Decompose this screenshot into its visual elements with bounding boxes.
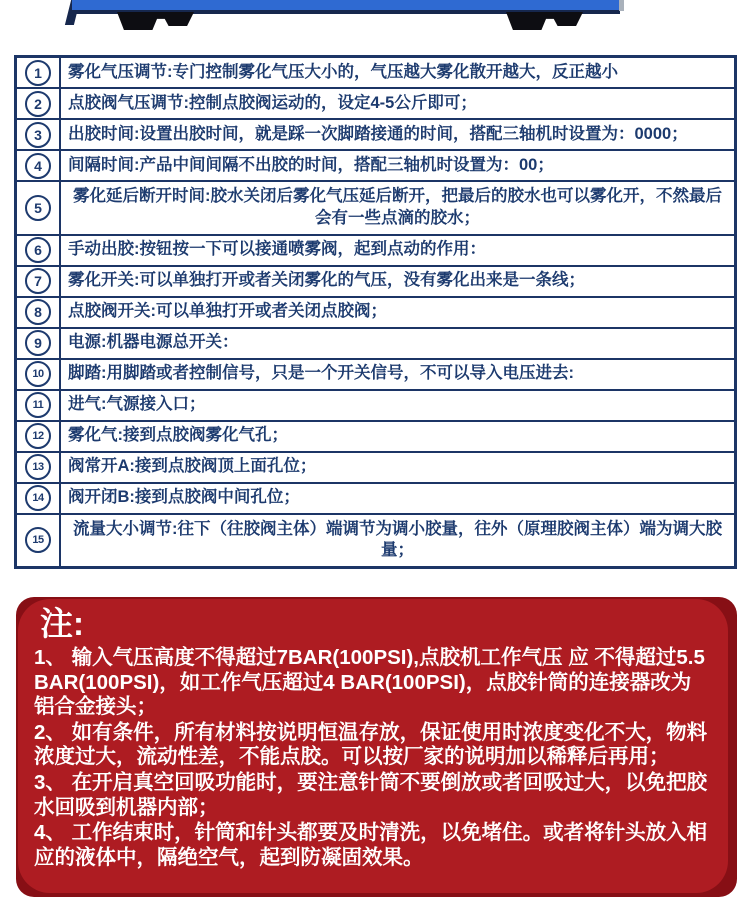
machine-foot-right (506, 12, 583, 30)
row-number-cell (17, 182, 61, 234)
row-number-cell (17, 515, 61, 567)
row-number-cell (17, 151, 61, 180)
machine-foot-left (117, 12, 194, 30)
circled-number-badge: 5 (25, 195, 51, 221)
table-row (17, 120, 734, 151)
circled-number-badge: 7 (25, 268, 51, 294)
table-row (17, 89, 734, 120)
circled-number-badge: 2 (25, 91, 51, 117)
note-box (18, 599, 728, 893)
table-row (17, 453, 734, 484)
row-number-cell (17, 267, 61, 296)
machine-right-sliver (619, 0, 624, 11)
row-description: 雾化气压调节:专门控制雾化气压大小的，气压越大雾化散开越大，反正越小 (68, 62, 618, 81)
circled-number-badge: 11 (25, 392, 51, 418)
circled-number-badge: 10 (25, 361, 51, 387)
note-item: 2、 如有条件，所有材料按说明恒温存放，保证使用时浓度变化不大，物料浓度过大，流动性差，不能点胶。可以按厂家的说明加以稀释后再用； (34, 720, 708, 769)
row-number-cell (17, 360, 61, 389)
note-item: 1、 输入气压高度不得超过7BAR(100PSI),点胶机工作气压 应 不得超过5.5 BAR(100PSI)，如工作气压超过4 BAR(100PSI)，点胶针筒的连接器改为铝合金接头； (34, 645, 705, 719)
row-description: 进气:气源接入口； (68, 395, 206, 414)
note-heading: 注: (40, 605, 84, 642)
circled-number-badge: 6 (25, 237, 51, 263)
row-description: 点胶阀气压调节:控制点胶阀运动的，设定4-5公斤即可； (68, 93, 477, 112)
row-number-cell (17, 453, 61, 482)
spec-table (14, 55, 737, 569)
row-number-cell (17, 120, 61, 149)
row-number-cell (17, 89, 61, 118)
circled-number-badge: 13 (25, 454, 51, 480)
row-description: 阀常开A:接到点胶阀顶上面孔位； (68, 457, 317, 476)
table-row (17, 236, 734, 267)
row-description: 手动出胶:按钮按一下可以接通喷雾阀，起到点动的作用： (68, 240, 486, 259)
row-number-cell (17, 391, 61, 420)
machine-photo (0, 0, 750, 42)
row-description: 脚踏:用脚踏或者控制信号，只是一个开关信号，不可以导入电压进去: (68, 364, 574, 383)
circled-number-badge: 9 (25, 330, 51, 356)
circled-number-badge: 4 (25, 153, 51, 179)
row-description: 流量大小调节:往下（往胶阀主体）端调节为调小胶量，往外（原理胶阀主体）端为调大胶量； (73, 519, 722, 560)
row-description: 间隔时间:产品中间间隔不出胶的时间，搭配三轴机时设置为：00； (68, 155, 554, 174)
row-description: 点胶阀开关:可以单独打开或者关闭点胶阀； (68, 302, 387, 321)
note-box-shadow (16, 597, 737, 897)
row-number-cell (17, 422, 61, 451)
table-row (17, 422, 734, 453)
circled-number-badge: 1 (25, 60, 51, 86)
row-description: 雾化延后断开时间:胶水关闭后雾化气压延后断开，把最后的胶水也可以雾化开，不然最后会有一些点滴的胶水； (73, 187, 722, 227)
row-description: 雾化开关:可以单独打开或者关闭雾化的气压，没有雾化出来是一条线； (68, 271, 585, 290)
table-row (17, 360, 734, 391)
table-row (17, 329, 734, 360)
circled-number-badge: 3 (25, 122, 51, 148)
circled-number-badge: 14 (25, 485, 51, 511)
table-row (17, 182, 734, 236)
table-row (17, 151, 734, 182)
table-row (17, 484, 734, 515)
row-description: 雾化气:接到点胶阀雾化气孔； (68, 426, 288, 445)
machine-body (72, 0, 620, 14)
table-row (17, 267, 734, 298)
row-description: 电源:机器电源总开关： (68, 333, 239, 352)
circled-number-badge: 8 (25, 299, 51, 325)
row-number-cell (17, 484, 61, 513)
table-row (17, 391, 734, 422)
table-row (17, 298, 734, 329)
row-number-cell (17, 58, 61, 87)
row-number-cell (17, 298, 61, 327)
circled-number-badge: 12 (25, 423, 51, 449)
table-row (17, 58, 734, 89)
note-item: 4、 工作结束时，针筒和针头都要及时清洗，以免堵住。或者将针头放入相应的液体中，隔绝空气，起到防凝固效果。 (34, 821, 708, 869)
row-number-cell (17, 329, 61, 358)
row-number-cell (17, 236, 61, 265)
row-description: 出胶时间:设置出胶时间，就是踩一次脚踏接通的时间，搭配三轴机时设置为：0000； (68, 124, 688, 143)
table-row (17, 515, 734, 567)
note-item: 3、 在开启真空回吸功能时，要注意针筒不要倒放或者回吸过大，以免把胶水回吸到机器内部； (34, 770, 708, 819)
circled-number-badge: 15 (25, 527, 51, 553)
row-description: 阀开闭B:接到点胶阀中间孔位； (68, 488, 300, 507)
